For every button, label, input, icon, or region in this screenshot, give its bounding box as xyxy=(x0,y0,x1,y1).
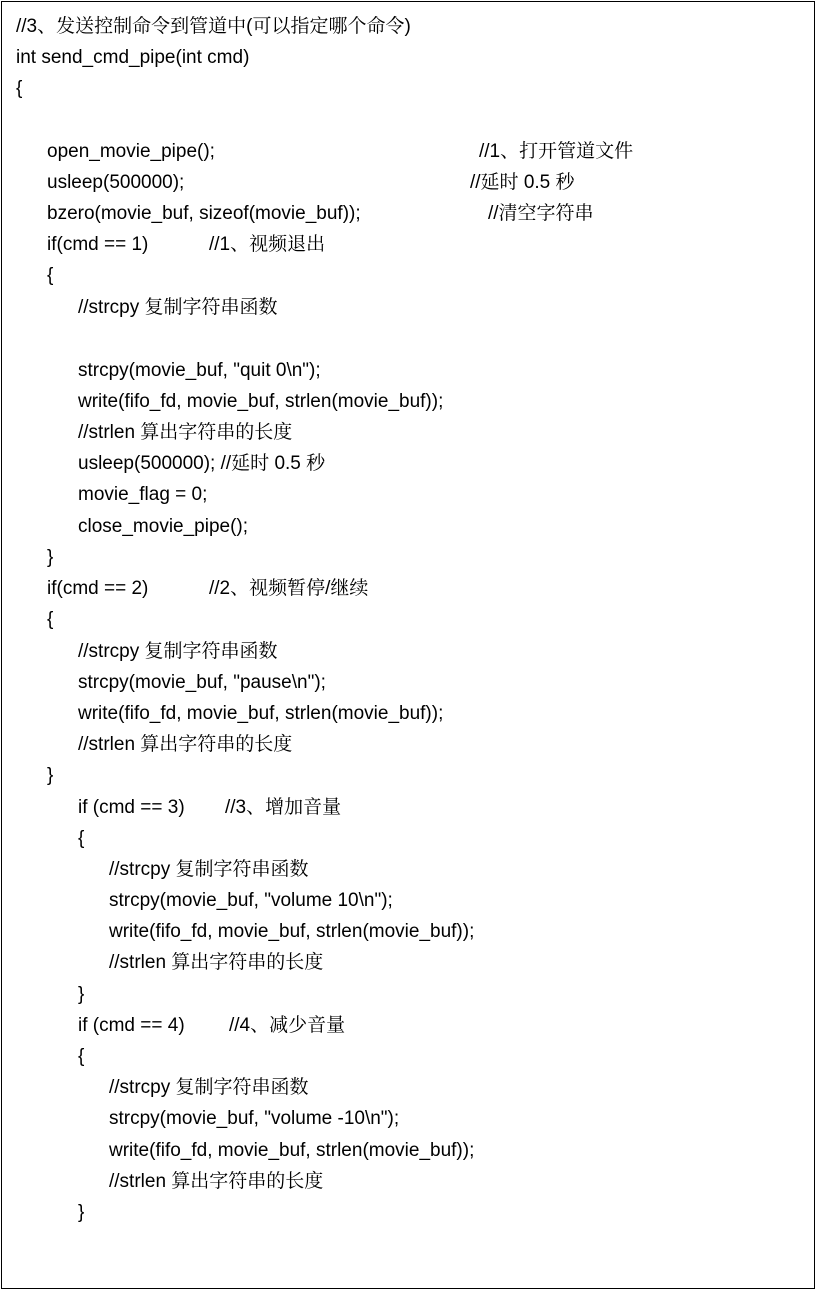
code-line: { xyxy=(16,78,23,99)
code-line: { xyxy=(47,609,54,630)
code-line: write(fifo_fd, movie_buf, strlen(movie_buf)); xyxy=(109,921,475,942)
code-line: write(fifo_fd, movie_buf, strlen(movie_buf)); xyxy=(78,703,444,724)
code-line: //3、发送控制命令到管道中(可以指定哪个命令) xyxy=(16,16,411,37)
code-line: write(fifo_fd, movie_buf, strlen(movie_buf)); xyxy=(78,391,444,412)
code-line: } xyxy=(47,547,54,568)
code-line: //strlen 算出字符串的长度 xyxy=(109,952,324,973)
document-page xyxy=(1,1,815,1289)
code-line: movie_flag = 0; xyxy=(78,484,208,505)
code-comment: //1、打开管道文件 xyxy=(479,141,634,162)
code-line: strcpy(movie_buf, "volume 10\n"); xyxy=(109,890,393,911)
code-line: strcpy(movie_buf, "quit 0\n"); xyxy=(78,360,321,381)
code-line: write(fifo_fd, movie_buf, strlen(movie_buf)); xyxy=(109,1140,475,1161)
code-line: int send_cmd_pipe(int cmd) xyxy=(16,47,250,68)
code-line: //strcpy 复制字符串函数 xyxy=(78,297,278,318)
code-comment: //3、增加音量 xyxy=(225,797,342,818)
code-line: { xyxy=(47,265,54,286)
code-line: strcpy(movie_buf, "pause\n"); xyxy=(78,672,326,693)
code-line: //strlen 算出字符串的长度 xyxy=(78,422,293,443)
code-line: usleep(500000); //延时 0.5 秒 xyxy=(78,453,326,474)
code-line: { xyxy=(78,828,85,849)
code-line: } xyxy=(78,1202,85,1223)
code-comment: //4、减少音量 xyxy=(229,1015,346,1036)
code-line: } xyxy=(47,765,54,786)
code-line: strcpy(movie_buf, "volume -10\n"); xyxy=(109,1108,400,1129)
code-line: if(cmd == 2) xyxy=(47,578,149,599)
code-line: usleep(500000); xyxy=(47,172,185,193)
code-line: } xyxy=(78,984,85,1005)
code-line: close_movie_pipe(); xyxy=(78,516,249,537)
code-line: if (cmd == 4) xyxy=(78,1015,185,1036)
code-line: //strlen 算出字符串的长度 xyxy=(109,1171,324,1192)
code-line: //strcpy 复制字符串函数 xyxy=(78,641,278,662)
code-line: if (cmd == 3) xyxy=(78,797,185,818)
code-comment: //清空字符串 xyxy=(488,203,594,224)
code-line: if(cmd == 1) xyxy=(47,234,149,255)
code-line: bzero(movie_buf, sizeof(movie_buf)); xyxy=(47,203,361,224)
code-line: //strcpy 复制字符串函数 xyxy=(109,859,309,880)
code-block xyxy=(2,2,814,1288)
code-comment: //1、视频退出 xyxy=(209,234,326,255)
code-comment: //2、视频暂停/继续 xyxy=(209,578,369,599)
code-line: //strlen 算出字符串的长度 xyxy=(78,734,293,755)
code-comment: //延时 0.5 秒 xyxy=(470,172,575,193)
code-line: { xyxy=(78,1046,85,1067)
code-line: open_movie_pipe(); xyxy=(47,141,215,162)
code-line: //strcpy 复制字符串函数 xyxy=(109,1077,309,1098)
